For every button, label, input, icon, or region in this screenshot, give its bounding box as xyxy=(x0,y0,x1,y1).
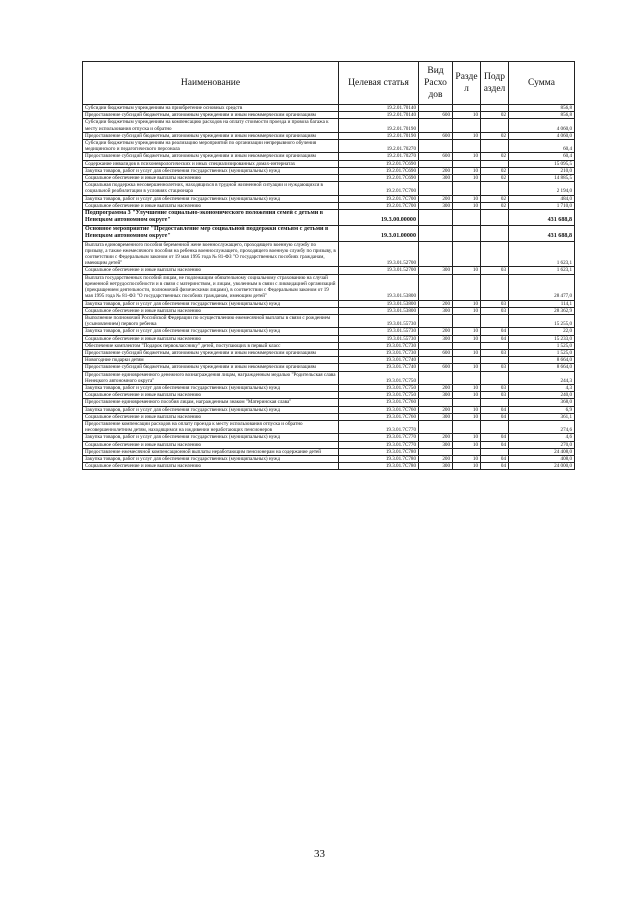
table-row xyxy=(83,448,575,455)
row-name-cell: Закупка товаров, работ и услуг для обеспечения государственных (муниципальных) нужд xyxy=(83,434,339,441)
row-section-cell: 10 xyxy=(453,364,481,371)
table-row xyxy=(83,175,575,182)
row-code-cell: 19.3.01.7С780 xyxy=(339,448,419,455)
row-subsection-cell: 04 xyxy=(481,328,509,335)
row-subsection-cell: 04 xyxy=(481,434,509,441)
row-expense-type-cell: 300 xyxy=(419,413,453,420)
row-section-cell xyxy=(453,371,481,384)
row-code-cell: 19.3.01.7С750 xyxy=(339,392,419,399)
table-row xyxy=(83,335,575,342)
row-name-cell: Предоставление субсидий бюджетным, автономным учреждениям и иным некоммерческим организациям xyxy=(83,132,339,139)
row-name-cell: Закупка товаров, работ и услуг для обеспечения государственных (муниципальных) нужд xyxy=(83,167,339,174)
header-section: Разде л xyxy=(453,62,481,105)
row-code-cell: 19.3.01.7С760 xyxy=(339,399,419,406)
row-code-cell: 19.2.01.70270 xyxy=(339,140,419,153)
row-code-cell: 19.3.01.00000 xyxy=(339,225,419,241)
table-row xyxy=(83,153,575,160)
row-code-cell: 19.3.01.55730 xyxy=(339,328,419,335)
table-row xyxy=(83,413,575,420)
row-code-cell: 19.2.01.7С690 xyxy=(339,175,419,182)
row-sum-cell: 484,0 xyxy=(509,195,575,202)
table-row xyxy=(83,267,575,274)
row-name-cell: Предоставление субсидий бюджетным, автономным учреждениям и иным некоммерческим организациям xyxy=(83,364,339,371)
table-row xyxy=(83,328,575,335)
row-section-cell: 10 xyxy=(453,202,481,209)
table-row xyxy=(83,342,575,349)
row-subsection-cell xyxy=(481,274,509,300)
row-code-cell: 19.3.01.55730 xyxy=(339,314,419,327)
row-section-cell xyxy=(453,342,481,349)
row-subsection-cell: 02 xyxy=(481,167,509,174)
row-sum-cell: 15 095,5 xyxy=(509,160,575,167)
row-sum-cell: 1 525,0 xyxy=(509,349,575,356)
row-expense-type-cell: 300 xyxy=(419,335,453,342)
row-sum-cell: 368,0 xyxy=(509,399,575,406)
row-subsection-cell xyxy=(481,448,509,455)
table-body xyxy=(83,105,575,470)
table-row xyxy=(83,195,575,202)
table-row xyxy=(83,314,575,327)
row-expense-type-cell: 200 xyxy=(419,384,453,391)
row-name-cell: Предоставление единовременного пособия лицам, награжденным знаком "Материнская слава" xyxy=(83,399,339,406)
row-subsection-cell: 03 xyxy=(481,364,509,371)
row-sum-cell: 4 060,0 xyxy=(509,119,575,132)
row-expense-type-cell xyxy=(419,342,453,349)
row-expense-type-cell xyxy=(419,314,453,327)
row-name-cell: Социальная поддержка несовершеннолетних, находящихся в трудной жизненной ситуации и нуждающихся в социальной реабилитации в условиях стационара xyxy=(83,182,339,195)
row-expense-type-cell: 200 xyxy=(419,328,453,335)
row-section-cell: 10 xyxy=(453,335,481,342)
row-section-cell: 10 xyxy=(453,195,481,202)
row-expense-type-cell xyxy=(419,119,453,132)
row-expense-type-cell: 300 xyxy=(419,267,453,274)
row-subsection-cell xyxy=(481,420,509,433)
row-name-cell: Предоставление субсидий бюджетным, автономным учреждениям и иным некоммерческим организациям xyxy=(83,153,339,160)
row-name-cell: Предоставление субсидий бюджетным, автономным учреждениям и иным некоммерческим организациям xyxy=(83,349,339,356)
row-section-cell: 10 xyxy=(453,384,481,391)
table-row xyxy=(83,160,575,167)
table-row xyxy=(83,210,575,226)
row-code-cell: 19.3.01.7С740 xyxy=(339,364,419,371)
row-section-cell: 10 xyxy=(453,267,481,274)
row-name-cell: Закупка товаров, работ и услуг для обеспечения государственных (муниципальных) нужд xyxy=(83,300,339,307)
row-expense-type-cell: 200 xyxy=(419,195,453,202)
row-subsection-cell: 02 xyxy=(481,153,509,160)
table-row xyxy=(83,140,575,153)
table-row xyxy=(83,202,575,209)
row-section-cell xyxy=(453,210,481,226)
row-sum-cell: 274,6 xyxy=(509,420,575,433)
row-expense-type-cell: 300 xyxy=(419,463,453,470)
row-name-cell: Предоставление субсидий бюджетным, автономным учреждениям и иным некоммерческим организациям xyxy=(83,112,339,119)
table-row xyxy=(83,434,575,441)
row-expense-type-cell xyxy=(419,274,453,300)
row-subsection-cell: 04 xyxy=(481,455,509,462)
row-code-cell: 19.3.01.53800 xyxy=(339,300,419,307)
row-subsection-cell: 04 xyxy=(481,335,509,342)
row-subsection-cell xyxy=(481,342,509,349)
row-code-cell: 19.3.01.7С770 xyxy=(339,441,419,448)
row-name-cell: Закупка товаров, работ и услуг для обеспечения государственных (муниципальных) нужд xyxy=(83,406,339,413)
row-subsection-cell: 04 xyxy=(481,406,509,413)
row-code-cell: 19.3.01.7С750 xyxy=(339,371,419,384)
row-section-cell xyxy=(453,140,481,153)
table-row xyxy=(83,119,575,132)
row-sum-cell: 114,1 xyxy=(509,300,575,307)
row-expense-type-cell: 200 xyxy=(419,434,453,441)
table-row xyxy=(83,357,575,364)
row-sum-cell: 1 525,0 xyxy=(509,342,575,349)
row-name-cell: Субсидии бюджетным учреждениям на реализацию мероприятий по организации непрерывного обучения медицинского и педагогического персонала xyxy=(83,140,339,153)
header-subsection: Подр аздел xyxy=(481,62,509,105)
row-name-cell: Подпрограмма 3 "Улучшение социально-экономического положения семей с детьми в Ненецком автономном округе" xyxy=(83,210,339,226)
row-subsection-cell: 03 xyxy=(481,349,509,356)
row-subsection-cell xyxy=(481,119,509,132)
row-expense-type-cell xyxy=(419,371,453,384)
row-subsection-cell xyxy=(481,371,509,384)
row-expense-type-cell xyxy=(419,140,453,153)
row-name-cell: Субсидии бюджетным учреждениям на компенсацию расходов на оплату стоимости проезда и провоза багажа к месту использования отпуска и обратно xyxy=(83,119,339,132)
row-code-cell: 19.2.01.70190 xyxy=(339,132,419,139)
table-row xyxy=(83,371,575,384)
row-expense-type-cell: 300 xyxy=(419,441,453,448)
row-subsection-cell: 04 xyxy=(481,413,509,420)
row-section-cell xyxy=(453,241,481,267)
row-section-cell: 10 xyxy=(453,455,481,462)
row-name-cell: Содержание инвалидов в психоневрологических и иных специализированных домах-интернатах xyxy=(83,160,339,167)
row-code-cell: 19.3.01.7С760 xyxy=(339,406,419,413)
table-row xyxy=(83,384,575,391)
row-code-cell: 19.2.01.70270 xyxy=(339,153,419,160)
row-subsection-cell: 04 xyxy=(481,441,509,448)
row-expense-type-cell: 300 xyxy=(419,175,453,182)
row-sum-cell: 28 362,9 xyxy=(509,307,575,314)
table-row xyxy=(83,105,575,112)
row-section-cell xyxy=(453,225,481,241)
row-code-cell: 19.3.01.55730 xyxy=(339,335,419,342)
row-section-cell xyxy=(453,160,481,167)
row-section-cell xyxy=(453,182,481,195)
row-name-cell: Социальное обеспечение и иные выплаты населению xyxy=(83,441,339,448)
row-subsection-cell xyxy=(481,225,509,241)
row-name-cell: Предоставление ежемесячной компенсационной выплаты неработающим пенсионерам на содержание детей xyxy=(83,448,339,455)
row-expense-type-cell xyxy=(419,225,453,241)
table-row xyxy=(83,241,575,267)
row-name-cell: Социальное обеспечение и иные выплаты населению xyxy=(83,267,339,274)
row-sum-cell: 431 688,8 xyxy=(509,210,575,226)
row-section-cell: 10 xyxy=(453,175,481,182)
table-row xyxy=(83,274,575,300)
row-expense-type-cell: 300 xyxy=(419,392,453,399)
row-sum-cell: 431 688,8 xyxy=(509,225,575,241)
row-code-cell: 19.3.00.00000 xyxy=(339,210,419,226)
row-expense-type-cell xyxy=(419,105,453,112)
row-name-cell: Социальное обеспечение и иные выплаты населению xyxy=(83,463,339,470)
row-subsection-cell xyxy=(481,357,509,364)
row-name-cell: Социальное обеспечение и иные выплаты населению xyxy=(83,202,339,209)
row-sum-cell: 14 885,5 xyxy=(509,175,575,182)
row-name-cell: Социальное обеспечение и иные выплаты населению xyxy=(83,392,339,399)
row-name-cell: Закупка товаров, работ и услуг для обеспечения государственных (муниципальных) нужд xyxy=(83,328,339,335)
row-code-cell: 19.2.01.70190 xyxy=(339,119,419,132)
row-section-cell: 10 xyxy=(453,392,481,399)
row-name-cell: Обеспечение комплектом "Подарок первокласснику" детей, поступающих в первый класс xyxy=(83,342,339,349)
row-section-cell: 10 xyxy=(453,413,481,420)
row-name-cell: Новогодние подарки детям xyxy=(83,357,339,364)
row-name-cell: Социальное обеспечение и иные выплаты населению xyxy=(83,175,339,182)
table-row xyxy=(83,455,575,462)
row-subsection-cell xyxy=(481,210,509,226)
row-expense-type-cell: 600 xyxy=(419,349,453,356)
row-section-cell xyxy=(453,420,481,433)
table-row xyxy=(83,420,575,433)
row-sum-cell: 15 255,0 xyxy=(509,314,575,327)
row-expense-type-cell xyxy=(419,420,453,433)
row-sum-cell: 1 623,1 xyxy=(509,241,575,267)
row-section-cell: 10 xyxy=(453,441,481,448)
row-name-cell: Закупка товаров, работ и услуг для обеспечения государственных (муниципальных) нужд xyxy=(83,384,339,391)
row-sum-cell: 270,0 xyxy=(509,441,575,448)
row-section-cell xyxy=(453,314,481,327)
row-code-cell: 19.2.01.7С700 xyxy=(339,182,419,195)
row-subsection-cell xyxy=(481,105,509,112)
row-expense-type-cell: 200 xyxy=(419,300,453,307)
row-code-cell: 19.3.01.7С770 xyxy=(339,420,419,433)
row-section-cell xyxy=(453,448,481,455)
row-name-cell: Основное мероприятие "Предоставление мер социальной поддержки семьям с детьми в Ненецком автономном округе" xyxy=(83,225,339,241)
row-code-cell: 19.3.01.7С770 xyxy=(339,434,419,441)
row-code-cell: 19.2.01.7С690 xyxy=(339,167,419,174)
row-sum-cell: 24 408,0 xyxy=(509,448,575,455)
row-expense-type-cell: 600 xyxy=(419,132,453,139)
row-section-cell: 10 xyxy=(453,132,481,139)
row-section-cell: 10 xyxy=(453,328,481,335)
row-section-cell: 10 xyxy=(453,112,481,119)
table-row xyxy=(83,182,575,195)
page-number: 33 xyxy=(314,848,325,860)
row-code-cell: 19.3.01.7С780 xyxy=(339,455,419,462)
row-code-cell: 19.3.01.7С730 xyxy=(339,342,419,349)
row-sum-cell: 8 664,0 xyxy=(509,357,575,364)
row-section-cell: 10 xyxy=(453,167,481,174)
row-expense-type-cell xyxy=(419,160,453,167)
row-name-cell: Закупка товаров, работ и услуг для обеспечения государственных (муниципальных) нужд xyxy=(83,195,339,202)
row-expense-type-cell: 300 xyxy=(419,202,453,209)
row-section-cell: 10 xyxy=(453,463,481,470)
table-row xyxy=(83,349,575,356)
row-section-cell: 10 xyxy=(453,153,481,160)
row-expense-type-cell: 200 xyxy=(419,167,453,174)
row-section-cell xyxy=(453,399,481,406)
row-code-cell: 19.2.01.7С690 xyxy=(339,160,419,167)
table-row xyxy=(83,132,575,139)
row-subsection-cell: 02 xyxy=(481,202,509,209)
row-expense-type-cell xyxy=(419,448,453,455)
row-code-cell: 19.3.01.7С750 xyxy=(339,384,419,391)
row-sum-cell: 22,0 xyxy=(509,328,575,335)
row-subsection-cell: 03 xyxy=(481,300,509,307)
row-sum-cell: 4,6 xyxy=(509,434,575,441)
row-name-cell: Предоставление единовременного денежного вознаграждения лицам, награжденным медалью "Родительская слава Ненецкого автономного округа" xyxy=(83,371,339,384)
row-subsection-cell: 03 xyxy=(481,392,509,399)
row-code-cell: 19.2.01.70140 xyxy=(339,112,419,119)
row-sum-cell: 856,8 xyxy=(509,105,575,112)
row-subsection-cell: 04 xyxy=(481,463,509,470)
row-section-cell: 10 xyxy=(453,307,481,314)
row-expense-type-cell xyxy=(419,182,453,195)
row-code-cell: 19.2.01.70140 xyxy=(339,105,419,112)
row-section-cell xyxy=(453,357,481,364)
row-expense-type-cell: 200 xyxy=(419,455,453,462)
row-sum-cell: 240,0 xyxy=(509,392,575,399)
row-code-cell: 19.3.01.7С730 xyxy=(339,349,419,356)
row-subsection-cell: 02 xyxy=(481,175,509,182)
row-name-cell: Социальное обеспечение и иные выплаты населению xyxy=(83,335,339,342)
row-sum-cell: 60,4 xyxy=(509,140,575,153)
row-name-cell: Закупка товаров, работ и услуг для обеспечения государственных (муниципальных) нужд xyxy=(83,455,339,462)
row-expense-type-cell xyxy=(419,210,453,226)
row-sum-cell: 408,0 xyxy=(509,455,575,462)
row-code-cell: 19.2.01.7С700 xyxy=(339,202,419,209)
row-subsection-cell xyxy=(481,314,509,327)
row-sum-cell: 4 060,0 xyxy=(509,132,575,139)
row-sum-cell: 2 194,0 xyxy=(509,182,575,195)
row-code-cell: 19.3.01.52700 xyxy=(339,267,419,274)
row-subsection-cell: 03 xyxy=(481,307,509,314)
table-row xyxy=(83,167,575,174)
table-row xyxy=(83,441,575,448)
row-subsection-cell: 02 xyxy=(481,132,509,139)
row-subsection-cell xyxy=(481,140,509,153)
row-name-cell: Выполнение полномочий Российской Федерации по осуществлению ежемесячной выплаты в связи с рождением (усыновлением) первого ребенка xyxy=(83,314,339,327)
header-sum: Сумма xyxy=(509,62,575,105)
row-section-cell: 10 xyxy=(453,434,481,441)
row-name-cell: Социальное обеспечение и иные выплаты населению xyxy=(83,413,339,420)
row-sum-cell: 15 233,0 xyxy=(509,335,575,342)
table-row xyxy=(83,307,575,314)
table-row xyxy=(83,399,575,406)
row-sum-cell: 361,1 xyxy=(509,413,575,420)
row-code-cell: 19.3.01.7С760 xyxy=(339,413,419,420)
table-row xyxy=(83,364,575,371)
header-name: Наименование xyxy=(83,62,339,105)
row-sum-cell: 24 000,0 xyxy=(509,463,575,470)
row-code-cell: 19.3.01.53800 xyxy=(339,274,419,300)
row-sum-cell: 60,4 xyxy=(509,153,575,160)
row-name-cell: Выплата единовременного пособия беременной жене военнослужащего, проходящего военную службу по призыву, а также ежемесячного пособия на ребенка военнослужащего, проходящего военную службу по призыву, в соответствии с Федеральным законом от 19 мая 1995 года № 81-ФЗ "О государственных пособиях гражданам, имеющим детей" xyxy=(83,241,339,267)
budget-table xyxy=(82,61,575,470)
row-name-cell: Субсидии бюджетным учреждениям на приобретение основных средств xyxy=(83,105,339,112)
row-code-cell: 19.3.01.7С740 xyxy=(339,357,419,364)
table-header-row xyxy=(83,62,575,105)
table-row xyxy=(83,112,575,119)
row-expense-type-cell: 300 xyxy=(419,307,453,314)
row-section-cell: 10 xyxy=(453,300,481,307)
table-row xyxy=(83,463,575,470)
row-sum-cell: 856,8 xyxy=(509,112,575,119)
row-subsection-cell xyxy=(481,399,509,406)
row-subsection-cell: 02 xyxy=(481,112,509,119)
row-expense-type-cell xyxy=(419,399,453,406)
row-section-cell xyxy=(453,105,481,112)
row-subsection-cell: 03 xyxy=(481,267,509,274)
table-row xyxy=(83,300,575,307)
row-subsection-cell xyxy=(481,241,509,267)
row-sum-cell: 244,3 xyxy=(509,371,575,384)
row-section-cell: 10 xyxy=(453,406,481,413)
table-row xyxy=(83,225,575,241)
row-sum-cell: 28 477,0 xyxy=(509,274,575,300)
header-code: Целевая статья xyxy=(339,62,419,105)
row-sum-cell: 8 664,0 xyxy=(509,364,575,371)
row-section-cell xyxy=(453,119,481,132)
row-section-cell xyxy=(453,274,481,300)
row-sum-cell: 1 623,1 xyxy=(509,267,575,274)
header-expense-type: Вид Расхо дов xyxy=(419,62,453,105)
row-name-cell: Предоставление компенсации расходов на оплату проезда к месту использования отпуска и обратно несовершеннолетним детям, находящимся на иждивении неработающих пенсионеров xyxy=(83,420,339,433)
row-sum-cell: 6,9 xyxy=(509,406,575,413)
row-expense-type-cell: 600 xyxy=(419,364,453,371)
row-subsection-cell: 02 xyxy=(481,195,509,202)
row-sum-cell: 1 710,0 xyxy=(509,202,575,209)
row-expense-type-cell xyxy=(419,241,453,267)
row-code-cell: 19.3.01.53800 xyxy=(339,307,419,314)
row-expense-type-cell: 200 xyxy=(419,406,453,413)
row-subsection-cell xyxy=(481,182,509,195)
row-sum-cell: 210,0 xyxy=(509,167,575,174)
row-subsection-cell: 03 xyxy=(481,384,509,391)
row-section-cell: 10 xyxy=(453,349,481,356)
row-expense-type-cell: 600 xyxy=(419,112,453,119)
row-expense-type-cell xyxy=(419,357,453,364)
row-name-cell: Выплата государственных пособий лицам, не подлежащим обязательному социальному страхованию на случай временной нетрудоспособности и в связи с материнством, и лицам, уволенным в связи с ликвидацией организаций (прекращением деятельности, полномочий физическими лицами), в соответствии с Федеральным законом от 19 мая 1995 года № 81-ФЗ "О государственных пособиях гражданам, имеющим детей" xyxy=(83,274,339,300)
row-subsection-cell xyxy=(481,160,509,167)
row-code-cell: 19.2.01.7С700 xyxy=(339,195,419,202)
row-code-cell: 19.3.01.52700 xyxy=(339,241,419,267)
row-sum-cell: 4,3 xyxy=(509,384,575,391)
row-name-cell: Социальное обеспечение и иные выплаты населению xyxy=(83,307,339,314)
row-code-cell: 19.3.01.7С780 xyxy=(339,463,419,470)
table-row xyxy=(83,406,575,413)
row-expense-type-cell: 600 xyxy=(419,153,453,160)
table-row xyxy=(83,392,575,399)
